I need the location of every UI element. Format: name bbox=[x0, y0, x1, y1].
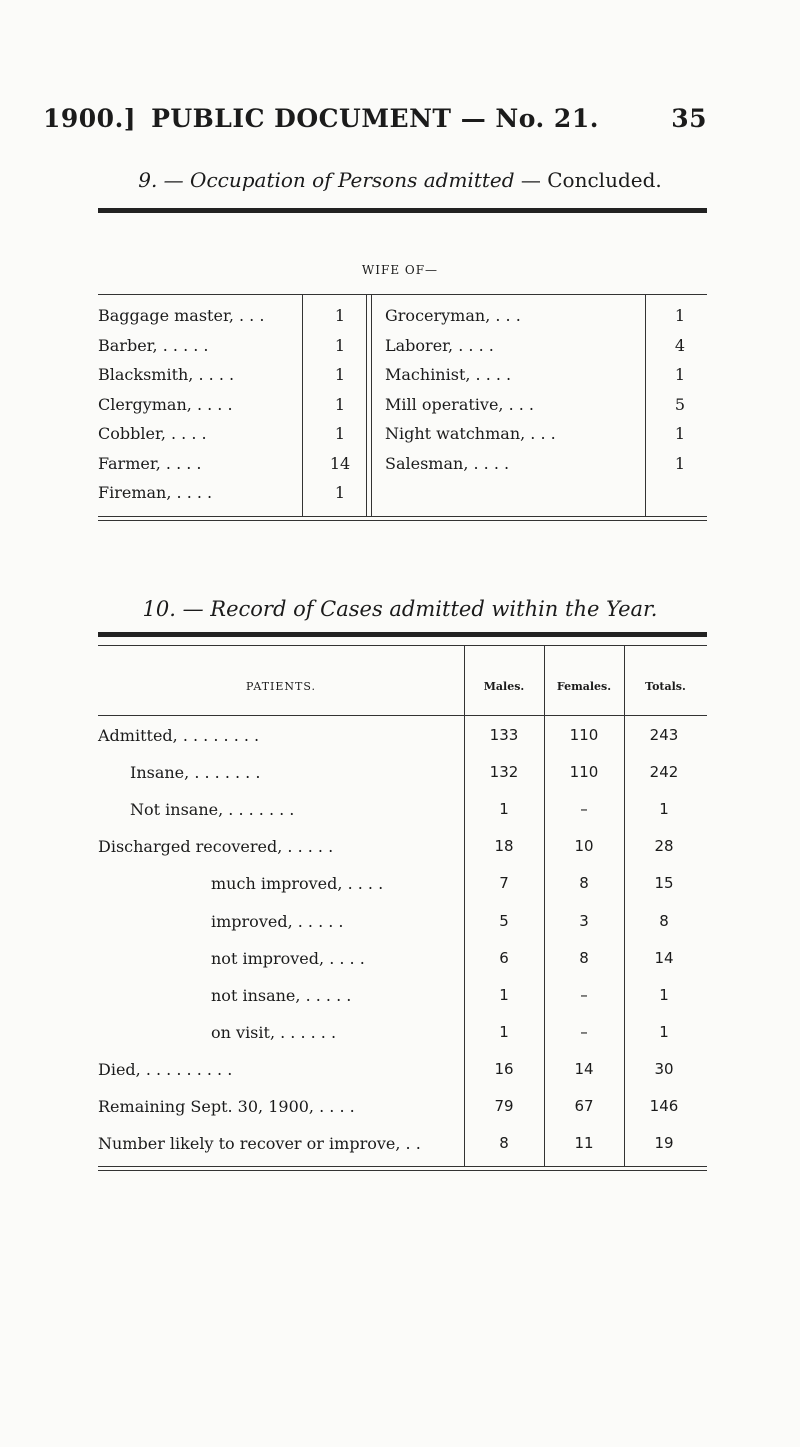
record-females: 8 bbox=[579, 874, 589, 893]
record-totals: 15 bbox=[654, 874, 674, 893]
record-males: 79 bbox=[494, 1097, 514, 1115]
occupation-label: Cobbler, . . . . bbox=[98, 424, 207, 443]
record-row bbox=[0, 949, 800, 986]
occupation-label: Groceryman, . . . bbox=[385, 306, 521, 325]
record-males: 16 bbox=[494, 1059, 514, 1078]
record-females: 3 bbox=[579, 911, 589, 930]
record-females: – bbox=[580, 985, 588, 1004]
record-males: 133 bbox=[489, 726, 519, 744]
record-males: 7 bbox=[499, 874, 509, 893]
occupation-label: Laborer, . . . . bbox=[385, 335, 494, 355]
occupation-label: Mill operative, . . . bbox=[385, 394, 535, 414]
table9-bottom-rule-1 bbox=[98, 516, 707, 517]
record-females: – bbox=[580, 800, 588, 819]
table10-top-rule bbox=[98, 632, 707, 637]
occupation-label: Night watchman, . . . bbox=[385, 424, 556, 443]
occupation-count: 1 bbox=[334, 306, 346, 325]
record-row bbox=[0, 912, 800, 949]
page-number: 35 bbox=[671, 104, 707, 133]
occupation-count: 4 bbox=[674, 335, 686, 355]
table9-center-divider-a bbox=[366, 294, 367, 516]
occupation-count: 1 bbox=[674, 306, 686, 325]
table9-bottom-rule-2 bbox=[98, 520, 707, 521]
table9-top-rule bbox=[98, 208, 707, 213]
record-row bbox=[0, 1097, 800, 1134]
record-totals: 1 bbox=[659, 985, 669, 1004]
record-label: Insane, . . . . . . . bbox=[130, 763, 261, 783]
record-row bbox=[0, 1023, 800, 1060]
occupation-label: Machinist, . . . . bbox=[385, 365, 512, 384]
record-totals: 1 bbox=[659, 800, 669, 819]
record-males: 1 bbox=[499, 1022, 509, 1041]
occupation-count: 1 bbox=[334, 335, 346, 355]
record-label: Died, . . . . . . . . . bbox=[98, 1059, 233, 1079]
table10-header-bottom-rule bbox=[98, 715, 707, 716]
record-totals: 8 bbox=[659, 911, 669, 930]
record-females: – bbox=[580, 1022, 588, 1041]
record-totals: 28 bbox=[654, 837, 674, 856]
table9-col-divider bbox=[302, 294, 303, 516]
table9-title bbox=[0, 168, 800, 192]
occupation-label: Barber, . . . . . bbox=[98, 335, 209, 355]
table10-header-top-rule bbox=[98, 645, 707, 646]
record-totals: 19 bbox=[654, 1134, 674, 1153]
record-row bbox=[0, 800, 800, 837]
table10-title-text: Record of Cases admitted within the Year. bbox=[210, 597, 658, 621]
record-label: Discharged recovered, . . . . . bbox=[98, 837, 334, 857]
record-label: Not insane, . . . . . . . bbox=[130, 800, 295, 820]
record-totals: 146 bbox=[649, 1097, 679, 1115]
record-totals: 243 bbox=[649, 726, 679, 744]
occupation-label: Blacksmith, . . . . bbox=[98, 365, 235, 384]
table9-col-divider-right bbox=[645, 294, 646, 516]
table9-suffix: — Concluded. bbox=[520, 168, 662, 192]
occupation-count: 1 bbox=[674, 365, 686, 384]
header-totals: Totals. bbox=[645, 680, 686, 693]
record-females: 67 bbox=[574, 1097, 594, 1115]
occupation-count: 1 bbox=[674, 453, 686, 473]
record-label: Remaining Sept. 30, 1900, . . . . bbox=[98, 1097, 355, 1116]
occupation-label: Salesman, . . . . bbox=[385, 453, 510, 473]
record-label: not insane, . . . . . bbox=[211, 985, 352, 1005]
table9-header-rule bbox=[98, 294, 707, 295]
table10-title bbox=[0, 597, 800, 621]
occupation-label: Fireman, . . . . bbox=[98, 483, 213, 502]
table9-center-divider-b bbox=[371, 294, 372, 516]
record-females: 11 bbox=[574, 1134, 594, 1153]
record-label: not improved, . . . . bbox=[211, 948, 365, 968]
record-males: 18 bbox=[494, 837, 514, 856]
occupation-label: Baggage master, . . . bbox=[98, 306, 265, 325]
record-males: 6 bbox=[499, 948, 509, 967]
table10-bottom-rule-1 bbox=[98, 1166, 707, 1167]
record-females: 14 bbox=[574, 1059, 594, 1078]
table9-number: 9. — bbox=[138, 168, 184, 192]
page-year: 1900.] bbox=[43, 104, 137, 133]
header-males: Males. bbox=[483, 680, 525, 693]
record-males: 5 bbox=[499, 911, 509, 930]
running-head bbox=[43, 104, 707, 144]
record-males: 8 bbox=[499, 1134, 509, 1153]
header-females: Females. bbox=[556, 680, 612, 693]
record-label: improved, . . . . . bbox=[211, 911, 344, 931]
record-males: 132 bbox=[489, 763, 519, 782]
table9-title-text: Occupation of Persons admitted bbox=[190, 168, 515, 192]
document-title: PUBLIC DOCUMENT — No. 21. bbox=[151, 104, 599, 133]
record-totals: 242 bbox=[649, 763, 679, 782]
record-females: 8 bbox=[579, 948, 589, 967]
record-totals: 1 bbox=[659, 1022, 669, 1041]
record-label: much improved, . . . . bbox=[211, 874, 384, 894]
record-females: 110 bbox=[569, 726, 599, 744]
record-males: 1 bbox=[499, 800, 509, 819]
occupation-label: Clergyman, . . . . bbox=[98, 394, 233, 414]
record-row bbox=[0, 874, 800, 911]
record-females: 10 bbox=[574, 837, 594, 856]
header-patients: PATIENTS. bbox=[245, 680, 317, 693]
table10-bottom-rule-2 bbox=[98, 1170, 707, 1171]
table9-subhead: WIFE OF— bbox=[361, 263, 439, 277]
record-label: on visit, . . . . . . bbox=[211, 1022, 337, 1042]
occupation-label: Farmer, . . . . bbox=[98, 453, 202, 473]
occupation-count: 1 bbox=[674, 424, 686, 443]
record-row bbox=[0, 986, 800, 1023]
record-females: 110 bbox=[569, 763, 599, 782]
record-totals: 14 bbox=[654, 948, 674, 967]
record-row bbox=[0, 1060, 800, 1097]
occupation-count: 1 bbox=[334, 394, 346, 414]
record-row bbox=[0, 763, 800, 800]
record-totals: 30 bbox=[654, 1059, 674, 1078]
occupation-count: 1 bbox=[334, 483, 346, 502]
occupation-count: 1 bbox=[334, 365, 346, 384]
record-label: Admitted, . . . . . . . . bbox=[98, 726, 260, 745]
table10-number: 10. — bbox=[142, 597, 204, 621]
occupation-count: 5 bbox=[674, 394, 686, 414]
occupation-count: 14 bbox=[329, 453, 351, 473]
record-row bbox=[0, 837, 800, 874]
record-males: 1 bbox=[499, 985, 509, 1004]
record-label: Number likely to recover or improve, . . bbox=[98, 1134, 421, 1154]
record-row bbox=[0, 726, 800, 763]
occupation-count: 1 bbox=[334, 424, 346, 443]
